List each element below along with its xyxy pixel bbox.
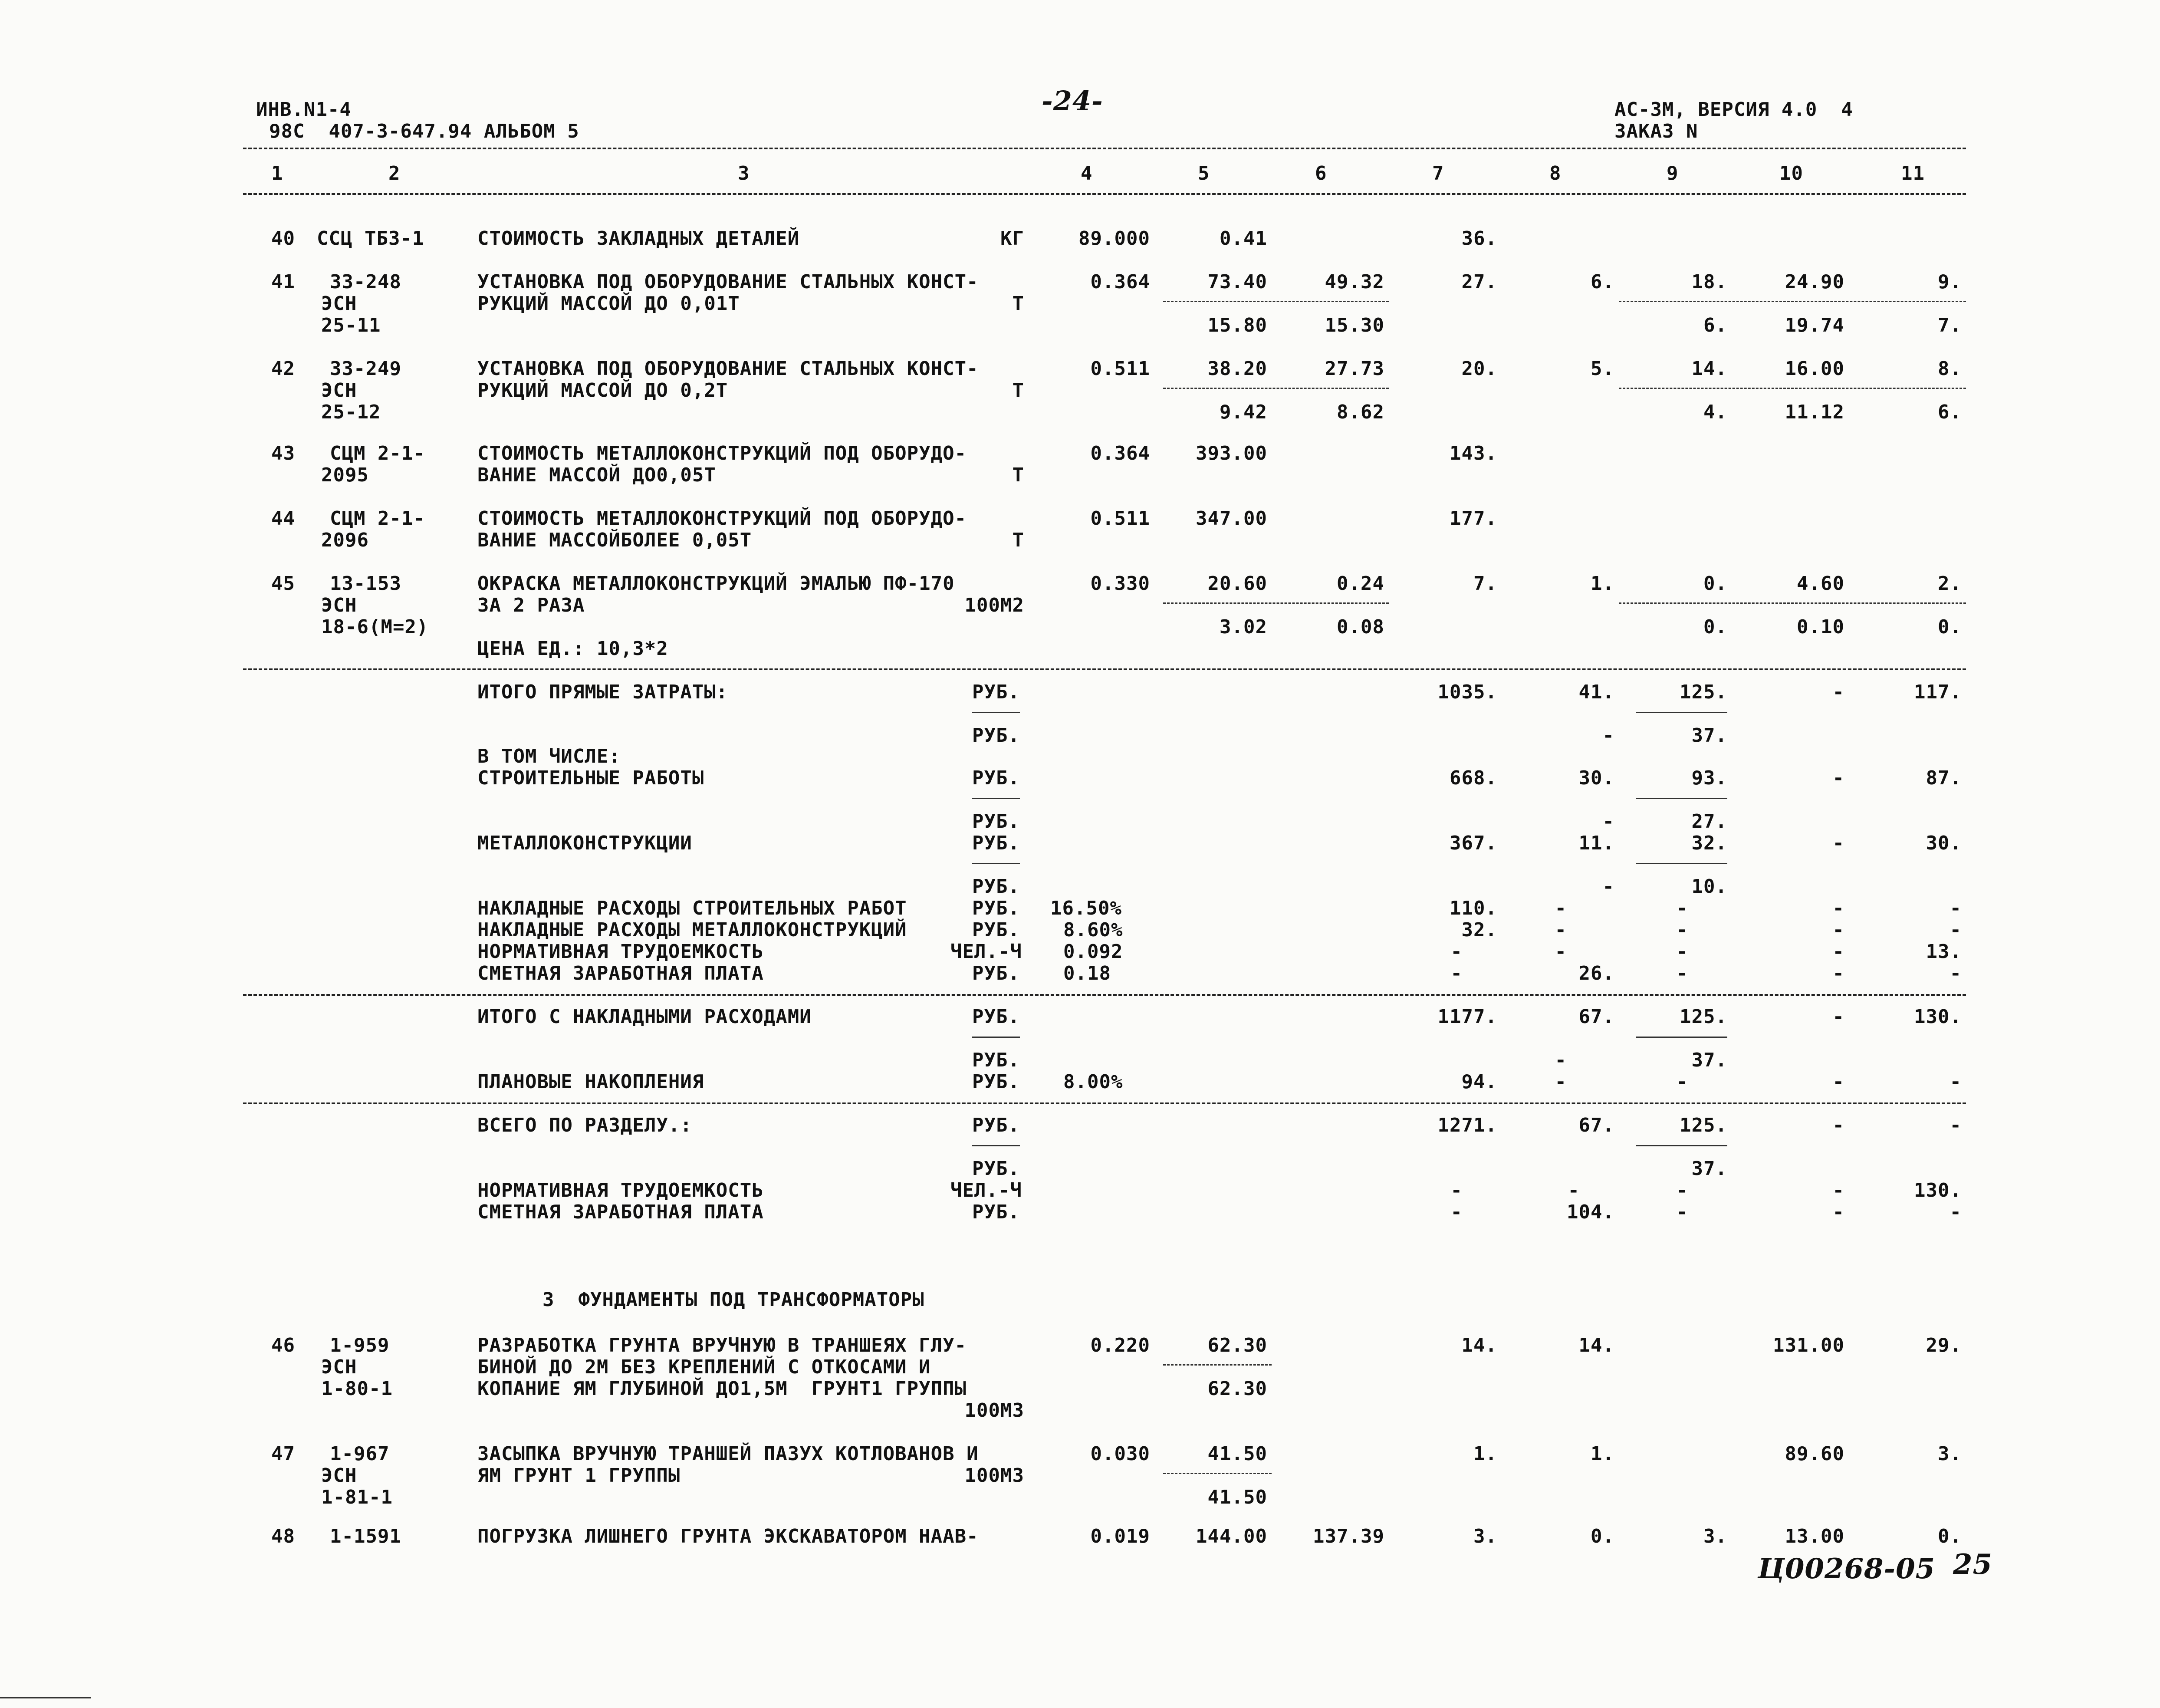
summary-unit: РУБ. bbox=[972, 1201, 1020, 1223]
norm-code: 1-1591 bbox=[330, 1525, 401, 1547]
summary-unit: ЧЕЛ.-Ч bbox=[950, 1179, 1022, 1201]
summary-total: 94. bbox=[1461, 1071, 1497, 1093]
work-description-line2: ВАНИЕ МАССОЙ ДО0,05Т bbox=[477, 464, 716, 486]
labor-machinery: 11.12 bbox=[1785, 401, 1844, 423]
sub-rule bbox=[1619, 388, 1966, 389]
summary-labor-total: 30. bbox=[1926, 832, 1962, 854]
wages-machinery: 0. bbox=[1703, 616, 1727, 638]
summary-machinery: - bbox=[1602, 810, 1614, 833]
summary-machinery: 41. bbox=[1578, 681, 1614, 703]
sub-rule bbox=[972, 712, 1020, 713]
sub-rule bbox=[972, 1037, 1020, 1038]
summary-unit: РУБ. bbox=[972, 1158, 1020, 1180]
column-header-7: 7 bbox=[1432, 162, 1444, 184]
sub-rule bbox=[972, 863, 1020, 864]
total-cost: 177. bbox=[1450, 507, 1497, 530]
machinery-price: 27.73 bbox=[1325, 358, 1384, 380]
norm-code-line2: ЭСН bbox=[321, 379, 357, 401]
summary-wages: - bbox=[1676, 1201, 1688, 1223]
summary-machinery: - bbox=[1568, 1179, 1580, 1201]
quantity: 0.364 bbox=[1090, 442, 1150, 464]
unit-price-wages: 15.80 bbox=[1207, 314, 1267, 336]
sub-rule bbox=[1636, 712, 1727, 713]
total-cost: 27. bbox=[1461, 271, 1497, 293]
column-header-8: 8 bbox=[1549, 162, 1562, 184]
machinery-cost: 6. bbox=[1591, 271, 1614, 293]
summary-total: 32. bbox=[1461, 919, 1497, 941]
work-description: СТОИМОСТЬ МЕТАЛЛОКОНСТРУКЦИЙ ПОД ОБОРУДО- bbox=[477, 442, 967, 464]
norm-code: 13-153 bbox=[330, 573, 401, 595]
norm-code-line2: 2095 bbox=[321, 464, 369, 486]
summary-total: - bbox=[1450, 962, 1463, 984]
summary-label: ИТОГО С НАКЛАДНЫМИ РАСХОДАМИ bbox=[477, 1006, 812, 1028]
work-description: ОКРАСКА МЕТАЛЛОКОНСТРУКЦИЙ ЭМАЛЬЮ ПФ-170 bbox=[477, 573, 955, 595]
summary-labor: - bbox=[1832, 1114, 1844, 1136]
unit: 100М2 bbox=[964, 594, 1024, 616]
section-rule bbox=[243, 668, 1966, 670]
work-description: УСТАНОВКА ПОД ОБОРУДОВАНИЕ СТАЛЬНЫХ КОНСТ- bbox=[477, 358, 979, 380]
album-reference: 98С 407-3-647.94 АЛЬБОМ 5 bbox=[269, 120, 579, 142]
unit-price: 393.00 bbox=[1196, 442, 1267, 464]
summary-labor: - bbox=[1832, 832, 1844, 854]
handwritten-stamp: Ц00268-05 bbox=[1758, 1553, 1936, 1585]
summary-label: СТРОИТЕЛЬНЫЕ РАБОТЫ bbox=[477, 767, 704, 789]
margin-mark bbox=[0, 1697, 91, 1698]
summary-labor: - bbox=[1832, 1179, 1844, 1201]
summary-total: 1271. bbox=[1437, 1114, 1497, 1136]
work-description: ЗАСЫПКА ВРУЧНУЮ ТРАНШЕЙ ПАЗУХ КОТЛОВАНОВ И bbox=[477, 1443, 979, 1465]
norm-code-line2: ЭСН bbox=[321, 594, 357, 616]
summary-wages: - bbox=[1676, 919, 1688, 941]
summary-labor-total: - bbox=[1950, 897, 1962, 919]
summary-total: 1177. bbox=[1437, 1006, 1497, 1028]
wages-cost: 3. bbox=[1703, 1525, 1727, 1547]
labor-machinery-total: 0. bbox=[1938, 616, 1962, 638]
sub-rule bbox=[1636, 1145, 1727, 1146]
unit-price: 144.00 bbox=[1196, 1525, 1267, 1547]
summary-labor-total: - bbox=[1950, 962, 1962, 984]
summary-total: 367. bbox=[1450, 832, 1497, 854]
summary-rate: 16.50% bbox=[1050, 897, 1122, 919]
summary-unit: РУБ. bbox=[972, 1071, 1020, 1093]
summary-label: ВСЕГО ПО РАЗДЕЛУ.: bbox=[477, 1114, 692, 1136]
column-header-10: 10 bbox=[1779, 162, 1803, 184]
summary-unit: РУБ. bbox=[972, 810, 1020, 833]
unit: 100М3 bbox=[964, 1399, 1024, 1422]
column-header-1: 1 bbox=[271, 162, 283, 184]
labor-total: 8. bbox=[1938, 358, 1962, 380]
summary-label: НАКЛАДНЫЕ РАСХОДЫ СТРОИТЕЛЬНЫХ РАБОТ bbox=[477, 897, 907, 919]
summary-labor-total: - bbox=[1950, 1071, 1962, 1093]
row-number: 46 bbox=[271, 1334, 295, 1356]
summary-machinery: - bbox=[1555, 919, 1567, 941]
unit-price: 41.50 bbox=[1207, 1443, 1267, 1465]
summary-wages: 37. bbox=[1691, 1049, 1727, 1071]
quantity: 0.220 bbox=[1090, 1334, 1150, 1356]
summary-labor: - bbox=[1832, 681, 1844, 703]
summary-rate: 8.00% bbox=[1063, 1071, 1123, 1093]
summary-wages: - bbox=[1676, 897, 1688, 919]
machinery-cost: 5. bbox=[1591, 358, 1614, 380]
summary-wages: 125. bbox=[1680, 1114, 1727, 1136]
summary-total: - bbox=[1450, 941, 1463, 963]
labor-machinery: 0.10 bbox=[1797, 616, 1844, 638]
sub-rule bbox=[1163, 602, 1389, 604]
wages-machinery: 6. bbox=[1703, 314, 1727, 336]
summary-unit: РУБ. bbox=[972, 724, 1020, 747]
summary-labor: - bbox=[1832, 919, 1844, 941]
summary-labor-total: - bbox=[1950, 1114, 1962, 1136]
summary-machinery: - bbox=[1555, 1071, 1567, 1093]
unit-price-wages: 62.30 bbox=[1207, 1378, 1267, 1400]
unit-price-wages: 3.02 bbox=[1220, 616, 1267, 638]
sub-rule bbox=[1163, 1473, 1272, 1474]
machinery-price: 49.32 bbox=[1325, 271, 1384, 293]
unit: Т bbox=[1012, 529, 1024, 551]
machinery-cost: 1. bbox=[1591, 573, 1614, 595]
norm-code: СЦМ 2-1- bbox=[330, 507, 425, 530]
sub-rule bbox=[1619, 301, 1966, 302]
unit-price-wages: 9.42 bbox=[1220, 401, 1267, 423]
column-header-11: 11 bbox=[1901, 162, 1925, 184]
quantity: 0.364 bbox=[1090, 271, 1150, 293]
column-header-9: 9 bbox=[1667, 162, 1679, 184]
unit: Т bbox=[1012, 464, 1024, 486]
summary-rate: 0.18 bbox=[1063, 962, 1111, 984]
summary-total: 668. bbox=[1450, 767, 1497, 789]
summary-labor-total: - bbox=[1950, 1201, 1962, 1223]
norm-code-line3: 18-6(М=2) bbox=[321, 616, 429, 638]
norm-code-line3: 25-11 bbox=[321, 314, 381, 336]
summary-wages: - bbox=[1676, 1071, 1688, 1093]
labor-machinery-total: 7. bbox=[1938, 314, 1962, 336]
summary-wages: 27. bbox=[1691, 810, 1727, 833]
summary-labor: - bbox=[1832, 1201, 1844, 1223]
work-description-line2: ЯМ ГРУНТ 1 ГРУППЫ bbox=[477, 1464, 681, 1487]
labor-total: 29. bbox=[1926, 1334, 1962, 1356]
summary-total: - bbox=[1450, 1179, 1463, 1201]
summary-label: ПЛАНОВЫЕ НАКОПЛЕНИЯ bbox=[477, 1071, 704, 1093]
row-number: 41 bbox=[271, 271, 295, 293]
labor-machinery: 19.74 bbox=[1785, 314, 1844, 336]
header-rule-top bbox=[243, 148, 1966, 149]
sub-rule bbox=[1619, 602, 1966, 604]
labor-machinery-total: 6. bbox=[1938, 401, 1962, 423]
norm-code: 1-967 bbox=[330, 1443, 390, 1465]
summary-label: МЕТАЛЛОКОНСТРУКЦИИ bbox=[477, 832, 692, 854]
total-cost: 3. bbox=[1473, 1525, 1497, 1547]
wages-machinery: 4. bbox=[1703, 401, 1727, 423]
sub-rule bbox=[972, 798, 1020, 799]
unit: Т bbox=[1012, 379, 1024, 401]
summary-rate: 0.092 bbox=[1063, 941, 1123, 963]
sub-rule bbox=[1163, 301, 1389, 302]
summary-machinery: 11. bbox=[1578, 832, 1614, 854]
summary-labor: - bbox=[1832, 962, 1844, 984]
row-number: 44 bbox=[271, 507, 295, 530]
norm-code-line2: ЭСН bbox=[321, 1356, 357, 1378]
summary-labor: - bbox=[1832, 941, 1844, 963]
machinery-cost: 14. bbox=[1578, 1334, 1614, 1356]
sub-rule bbox=[1163, 1364, 1272, 1366]
sub-rule bbox=[972, 1145, 1020, 1146]
summary-machinery: 104. bbox=[1567, 1201, 1614, 1223]
norm-code: 1-959 bbox=[330, 1334, 390, 1356]
labor-rate: 13.00 bbox=[1785, 1525, 1844, 1547]
section-rule bbox=[243, 1102, 1966, 1104]
work-description: СТОИМОСТЬ МЕТАЛЛОКОНСТРУКЦИЙ ПОД ОБОРУДО- bbox=[477, 507, 967, 530]
unit-price: 73.40 bbox=[1207, 271, 1267, 293]
summary-wages: - bbox=[1676, 941, 1688, 963]
summary-labor-total: 130. bbox=[1914, 1179, 1962, 1201]
quantity: 0.511 bbox=[1090, 507, 1150, 530]
section-title: 3 ФУНДАМЕНТЫ ПОД ТРАНСФОРМАТОРЫ bbox=[542, 1289, 924, 1311]
summary-machinery: - bbox=[1602, 875, 1614, 898]
software-version: АС-3М, ВЕРСИЯ 4.0 4 bbox=[1614, 99, 1853, 121]
summary-machinery: 67. bbox=[1578, 1006, 1614, 1028]
summary-machinery: 26. bbox=[1578, 962, 1614, 984]
machinery-cost: 1. bbox=[1591, 1443, 1614, 1465]
summary-labor-total: 87. bbox=[1926, 767, 1962, 789]
summary-labor-total: 130. bbox=[1914, 1006, 1962, 1028]
summary-unit: РУБ. bbox=[972, 681, 1020, 703]
wages-cost: 14. bbox=[1691, 358, 1727, 380]
unit-price: 62.30 bbox=[1207, 1334, 1267, 1356]
labor-total: 2. bbox=[1938, 573, 1962, 595]
summary-label: НОРМАТИВНАЯ ТРУДОЕМКОСТЬ bbox=[477, 1179, 764, 1201]
inventory-number: ИНВ.N1-4 bbox=[256, 99, 352, 121]
summary-total: 110. bbox=[1450, 897, 1497, 919]
machinery-price: 0.24 bbox=[1337, 573, 1384, 595]
machinery-price: 137.39 bbox=[1313, 1525, 1384, 1547]
summary-labor-total: 13. bbox=[1926, 941, 1962, 963]
wages-cost: 18. bbox=[1691, 271, 1727, 293]
unit: КГ bbox=[1000, 227, 1024, 250]
column-header-5: 5 bbox=[1198, 162, 1210, 184]
column-header-3: 3 bbox=[738, 162, 750, 184]
norm-code-line3: 1-81-1 bbox=[321, 1486, 393, 1508]
summary-unit: РУБ. bbox=[972, 1006, 1020, 1028]
labor-total: 3. bbox=[1938, 1443, 1962, 1465]
labor-rate: 131.00 bbox=[1773, 1334, 1844, 1356]
summary-labor: - bbox=[1832, 897, 1844, 919]
norm-code-line2: ЭСН bbox=[321, 293, 357, 315]
work-description: УСТАНОВКА ПОД ОБОРУДОВАНИЕ СТАЛЬНЫХ КОНСТ- bbox=[477, 271, 979, 293]
summary-label: НАКЛАДНЫЕ РАСХОДЫ МЕТАЛЛОКОНСТРУКЦИЙ bbox=[477, 919, 907, 941]
summary-unit: ЧЕЛ.-Ч bbox=[950, 941, 1022, 963]
summary-wages: 93. bbox=[1691, 767, 1727, 789]
work-description-line2: РУКЦИЙ МАССОЙ ДО 0,2Т bbox=[477, 379, 728, 401]
unit-price-note: ЦЕНА ЕД.: 10,3*2 bbox=[477, 638, 668, 660]
summary-label: ИТОГО ПРЯМЫЕ ЗАТРАТЫ: bbox=[477, 681, 728, 703]
summary-unit: РУБ. bbox=[972, 875, 1020, 898]
summary-wages: 125. bbox=[1680, 681, 1727, 703]
unit-price-wages: 41.50 bbox=[1207, 1486, 1267, 1508]
summary-labor-total: - bbox=[1950, 919, 1962, 941]
norm-code-line3: 1-80-1 bbox=[321, 1378, 393, 1400]
section-rule bbox=[243, 994, 1966, 996]
summary-machinery: - bbox=[1555, 897, 1567, 919]
norm-code: 33-249 bbox=[330, 358, 401, 380]
summary-machinery: - bbox=[1555, 1049, 1567, 1071]
labor-rate: 4.60 bbox=[1797, 573, 1844, 595]
machinery-wages: 8.62 bbox=[1337, 401, 1384, 423]
labor-total: 0. bbox=[1938, 1525, 1962, 1547]
summary-wages: 32. bbox=[1691, 832, 1727, 854]
summary-wages: 125. bbox=[1680, 1006, 1727, 1028]
norm-code-line3: 25-12 bbox=[321, 401, 381, 423]
norm-code-line2: ЭСН bbox=[321, 1464, 357, 1487]
labor-rate: 89.60 bbox=[1785, 1443, 1844, 1465]
work-description-line2: БИНОЙ ДО 2М БЕЗ КРЕПЛЕНИЙ С ОТКОСАМИ И bbox=[477, 1356, 931, 1378]
work-description-line2: ЗА 2 РАЗА bbox=[477, 594, 585, 616]
row-number: 42 bbox=[271, 358, 295, 380]
work-description-line2: РУКЦИЙ МАССОЙ ДО 0,01Т bbox=[477, 293, 740, 315]
quantity: 0.511 bbox=[1090, 358, 1150, 380]
summary-unit: РУБ. bbox=[972, 767, 1020, 789]
summary-labor: - bbox=[1832, 1006, 1844, 1028]
norm-code-line2: 2096 bbox=[321, 529, 369, 551]
summary-labor: - bbox=[1832, 1071, 1844, 1093]
labor-rate: 24.90 bbox=[1785, 271, 1844, 293]
sub-rule bbox=[1636, 863, 1727, 864]
norm-code: 33-248 bbox=[330, 271, 401, 293]
row-number: 47 bbox=[271, 1443, 295, 1465]
wages-cost: 0. bbox=[1703, 573, 1727, 595]
unit-price: 0.41 bbox=[1220, 227, 1267, 250]
work-description-line3: КОПАНИЕ ЯМ ГЛУБИНОЙ ДО1,5М ГРУНТ1 ГРУППЫ bbox=[477, 1378, 967, 1400]
summary-total: - bbox=[1450, 1201, 1463, 1223]
work-description: СТОИМОСТЬ ЗАКЛАДНЫХ ДЕТАЛЕЙ bbox=[477, 227, 800, 250]
row-number: 40 bbox=[271, 227, 295, 250]
total-cost: 1. bbox=[1473, 1443, 1497, 1465]
work-description-line2: ВАНИЕ МАССОЙБОЛЕЕ 0,05Т bbox=[477, 529, 752, 551]
column-header-2: 2 bbox=[388, 162, 401, 184]
sub-rule bbox=[1636, 798, 1727, 799]
summary-machinery: - bbox=[1555, 941, 1567, 963]
norm-code: СЦМ 2-1- bbox=[330, 442, 425, 464]
row-number: 43 bbox=[271, 442, 295, 464]
unit: 100М3 bbox=[964, 1464, 1024, 1487]
summary-label: СМЕТНАЯ ЗАРАБОТНАЯ ПЛАТА bbox=[477, 962, 764, 984]
summary-unit: РУБ. bbox=[972, 1049, 1020, 1071]
quantity: 0.330 bbox=[1090, 573, 1150, 595]
column-header-6: 6 bbox=[1315, 162, 1327, 184]
summary-wages: 37. bbox=[1691, 1158, 1727, 1180]
quantity: 0.030 bbox=[1090, 1443, 1150, 1465]
work-description: РАЗРАБОТКА ГРУНТА ВРУЧНУЮ В ТРАНШЕЯХ ГЛУ- bbox=[477, 1334, 967, 1356]
summary-wages: 10. bbox=[1691, 875, 1727, 898]
page-number: -24- bbox=[1042, 85, 1103, 117]
summary-machinery: 67. bbox=[1578, 1114, 1614, 1136]
order-number: ЗАКАЗ N bbox=[1614, 120, 1698, 142]
total-cost: 36. bbox=[1461, 227, 1497, 250]
summary-unit: РУБ. bbox=[972, 1114, 1020, 1136]
summary-labor: - bbox=[1832, 767, 1844, 789]
unit-price: 20.60 bbox=[1207, 573, 1267, 595]
total-cost: 14. bbox=[1461, 1334, 1497, 1356]
summary-wages: - bbox=[1676, 962, 1688, 984]
quantity: 0.019 bbox=[1090, 1525, 1150, 1547]
summary-unit: РУБ. bbox=[972, 832, 1020, 854]
norm-code: ССЦ ТБ3-1 bbox=[317, 227, 424, 250]
unit: Т bbox=[1012, 293, 1024, 315]
machinery-wages: 0.08 bbox=[1337, 616, 1384, 638]
total-cost: 143. bbox=[1450, 442, 1497, 464]
summary-unit: РУБ. bbox=[972, 919, 1020, 941]
labor-total: 9. bbox=[1938, 271, 1962, 293]
sub-rule bbox=[1636, 1037, 1727, 1038]
unit-price: 347.00 bbox=[1196, 507, 1267, 530]
row-number: 45 bbox=[271, 573, 295, 595]
quantity: 89.000 bbox=[1078, 227, 1150, 250]
summary-wages: 37. bbox=[1691, 724, 1727, 747]
summary-machinery: - bbox=[1602, 724, 1614, 747]
unit-price: 38.20 bbox=[1207, 358, 1267, 380]
summary-wages: - bbox=[1676, 1179, 1688, 1201]
summary-label: НОРМАТИВНАЯ ТРУДОЕМКОСТЬ bbox=[477, 941, 764, 963]
header-rule-bottom bbox=[243, 193, 1966, 195]
column-header-4: 4 bbox=[1081, 162, 1093, 184]
summary-labor-total: 117. bbox=[1914, 681, 1962, 703]
summary-label: СМЕТНАЯ ЗАРАБОТНАЯ ПЛАТА bbox=[477, 1201, 764, 1223]
summary-rate: 8.60% bbox=[1063, 919, 1123, 941]
summary-label: В ТОМ ЧИСЛЕ: bbox=[477, 745, 621, 767]
row-number: 48 bbox=[271, 1525, 295, 1547]
handwritten-sheet-number: 25 bbox=[1953, 1548, 1993, 1581]
sub-rule bbox=[1163, 388, 1389, 389]
summary-unit: РУБ. bbox=[972, 962, 1020, 984]
summary-unit: РУБ. bbox=[972, 897, 1020, 919]
summary-machinery: 30. bbox=[1578, 767, 1614, 789]
labor-rate: 16.00 bbox=[1785, 358, 1844, 380]
machinery-wages: 15.30 bbox=[1325, 314, 1384, 336]
total-cost: 7. bbox=[1473, 573, 1497, 595]
summary-total: 1035. bbox=[1437, 681, 1497, 703]
total-cost: 20. bbox=[1461, 358, 1497, 380]
machinery-cost: 0. bbox=[1591, 1525, 1614, 1547]
work-description: ПОГРУЗКА ЛИШНЕГО ГРУНТА ЭКСКАВАТОРОМ НААВ- bbox=[477, 1525, 979, 1547]
